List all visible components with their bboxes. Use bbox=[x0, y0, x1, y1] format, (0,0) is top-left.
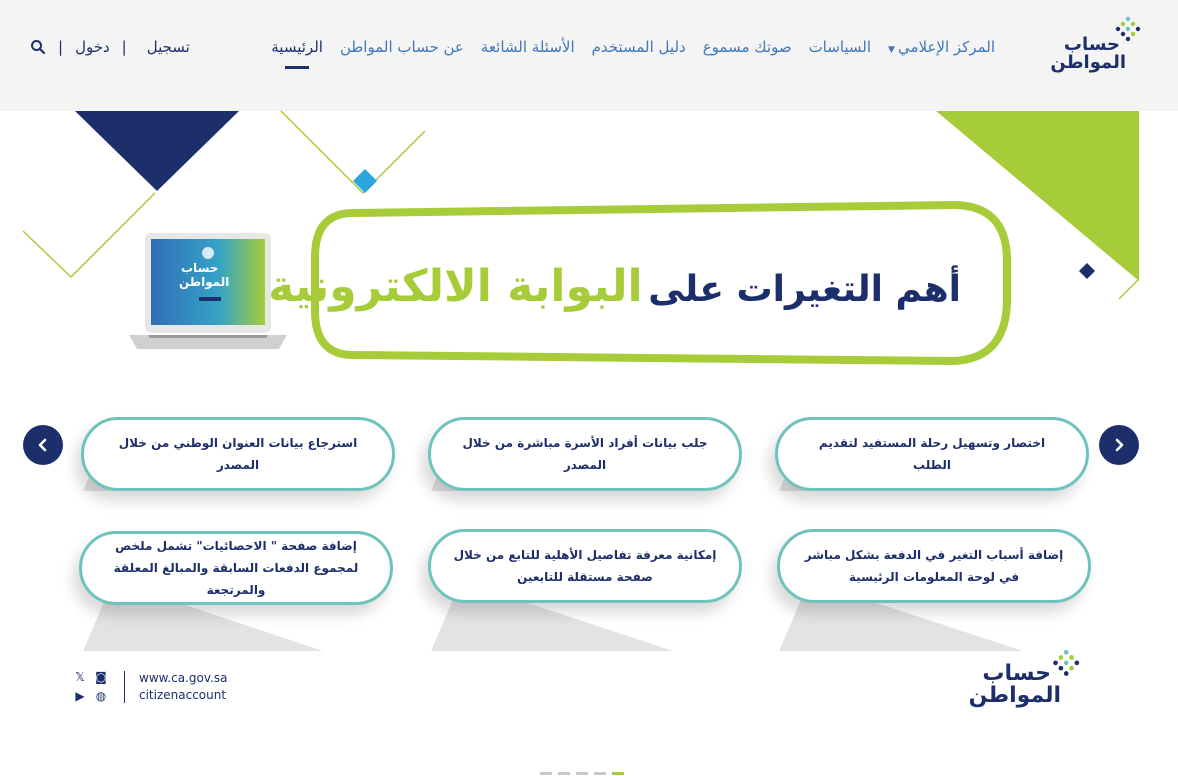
slider-next-button[interactable] bbox=[1099, 425, 1139, 465]
feature-text: اختصار وتسهيل رحلة المستفيد لتقديم الطلب bbox=[818, 436, 1046, 472]
laptop-logo-line-2: المواطن bbox=[179, 275, 230, 289]
banner-title-green: البوابة الالكترونية bbox=[268, 261, 643, 312]
login-link[interactable]: دخول bbox=[75, 38, 110, 56]
logo-line-1: حساب bbox=[1063, 34, 1120, 55]
logo-dots-icon bbox=[1047, 649, 1079, 681]
citizen-account-logo[interactable] bbox=[1052, 16, 1142, 74]
register-link[interactable]: تسجيل bbox=[146, 38, 190, 56]
site-header bbox=[0, 0, 1178, 111]
feature-text: إضافة أسباب التغير في الدفعة بشكل مباشر في لوحة المعلومات الرئيسية bbox=[804, 548, 1064, 584]
youtube-icon[interactable]: ▶ bbox=[75, 689, 85, 703]
hero-banner[interactable] bbox=[23, 111, 1139, 708]
chevron-right-icon bbox=[1112, 438, 1126, 452]
x-icon[interactable]: 𝕏 bbox=[75, 670, 85, 684]
banner-title bbox=[268, 261, 961, 312]
feature-card bbox=[777, 529, 1091, 603]
feature-card bbox=[79, 531, 393, 605]
feature-text: إضافة صفحة " الاحصائيات" تشمل ملخص لمجموع الدفعات السابقة والمبالغ المعلقة والمرتجعة bbox=[113, 539, 359, 597]
slider-dot[interactable] bbox=[576, 772, 588, 775]
social-icons bbox=[71, 669, 110, 704]
footer-logo bbox=[969, 649, 1079, 709]
separator: | bbox=[58, 38, 64, 56]
feature-card bbox=[428, 417, 742, 491]
slider-dot[interactable] bbox=[594, 772, 606, 775]
nav-media-center[interactable] bbox=[888, 38, 995, 56]
divider bbox=[124, 671, 125, 703]
laptop-logo-line-1: حساب bbox=[181, 261, 219, 275]
feature-text: إمكانية معرفة تفاصيل الأهلية للتابع من خلال صفحة مستقلة للتابعين bbox=[453, 548, 717, 584]
auth-links bbox=[30, 38, 190, 56]
feature-card bbox=[775, 417, 1089, 491]
nav-media-center-label: المركز الإعلامي bbox=[897, 38, 995, 56]
feature-text: استرجاع بيانات العنوان الوطني من خلال المصدر bbox=[118, 436, 358, 472]
nav-user-guide[interactable]: دليل المستخدم bbox=[591, 38, 686, 56]
separator: | bbox=[121, 38, 127, 56]
feature-card bbox=[428, 529, 742, 603]
banner-title-dark: أهم التغيرات على bbox=[648, 269, 961, 310]
slider-prev-button[interactable] bbox=[23, 425, 63, 465]
search-icon[interactable] bbox=[30, 39, 46, 55]
slider-dot[interactable] bbox=[558, 772, 570, 775]
social-links bbox=[71, 669, 227, 704]
chevron-left-icon bbox=[36, 438, 50, 452]
feature-card bbox=[81, 417, 395, 491]
nav-about[interactable]: عن حساب المواطن bbox=[339, 38, 464, 56]
instagram-icon[interactable]: ◙ bbox=[95, 670, 107, 684]
nav-home[interactable]: الرئيسية bbox=[271, 38, 323, 56]
slider-pagination bbox=[540, 772, 624, 775]
nav-your-voice[interactable]: صوتك مسموع bbox=[702, 38, 792, 56]
website-url: www.ca.gov.sa bbox=[139, 670, 228, 685]
social-handle: citizenaccount bbox=[139, 687, 227, 702]
nav-policies[interactable]: السياسات bbox=[808, 38, 872, 56]
globe-icon[interactable]: ◍ bbox=[95, 689, 107, 703]
footer-logo-line-1: حساب bbox=[982, 661, 1051, 686]
footer-logo-line-2: المواطن bbox=[968, 683, 1061, 708]
chevron-down-icon: ▼ bbox=[888, 45, 895, 55]
slider-dot[interactable] bbox=[540, 772, 552, 775]
feature-text: جلب بيانات أفراد الأسرة مباشرة من خلال المصدر bbox=[462, 436, 708, 472]
nav-faq[interactable]: الأسئلة الشائعة bbox=[480, 38, 575, 56]
main-nav bbox=[271, 38, 995, 56]
social-texts bbox=[139, 670, 227, 704]
logo-line-2: المواطن bbox=[1050, 52, 1126, 73]
slider-dot-active[interactable] bbox=[612, 772, 624, 775]
